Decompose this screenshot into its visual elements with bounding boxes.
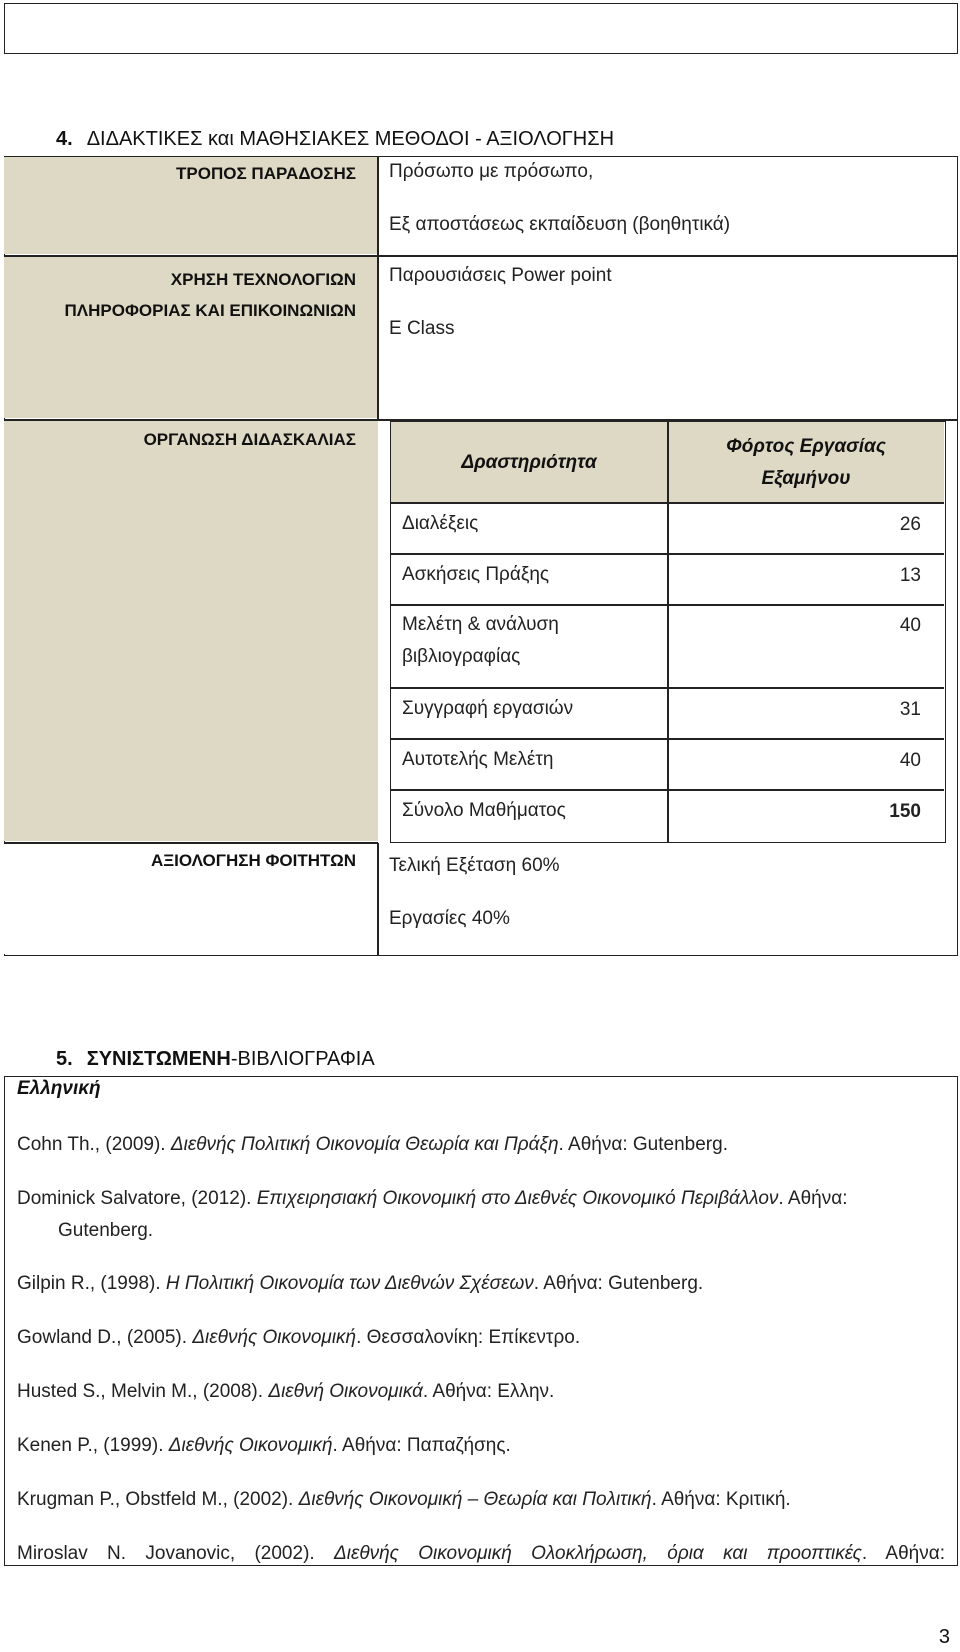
activity-bibliography-line1: Μελέτη & ανάλυση (402, 614, 559, 635)
reference-item: Gilpin R., (1998). Η Πολιτική Οικονομία των Διεθνών Σχέσεων. Αθήνα: Gutenberg. (17, 1273, 704, 1294)
row-divider (4, 255, 958, 257)
activity-lectures: Διαλέξεις (402, 513, 479, 534)
column-divider-top (377, 157, 379, 420)
delivery-value-1: Πρόσωπο με πρόσωπο, (389, 161, 594, 182)
workload-row-divider (391, 738, 944, 740)
activity-bibliography-line2: βιβλιογραφίας (402, 646, 521, 667)
workload-table (390, 421, 946, 843)
row-divider (4, 842, 378, 844)
hours-bibliography-study: 40 (899, 615, 921, 636)
reference-item: Gowland D., (2005). Διεθνής Οικονομική. Θεσσαλονίκη: Επίκεντρο. (17, 1327, 581, 1348)
ict-label-line1: ΧΡΗΣΗ ΤΕΧΝΟΛΟΓΙΩΝ (170, 270, 356, 289)
workload-header-line2: Εξαμήνου (761, 467, 851, 489)
section-5-title-rest: -ΒΙΒΛΙΟΓΡΑΦΙΑ (230, 1048, 375, 1070)
page-number: 3 (938, 1626, 950, 1648)
section-4-title: ΔΙΔΑΚΤΙΚΕΣ και ΜΑΘΗΣΙΑΚΕΣ ΜΕΘΟΔΟΙ - ΑΞΙΟΛΟΓΗΣΗ (86, 128, 615, 150)
ict-label-cell (4, 256, 378, 418)
ict-label-line2: ΠΛΗΡΟΦΟΡΙΑΣ ΚΑΙ ΕΠΙΚΟΙΝΩΝΙΩΝ (64, 301, 356, 320)
delivery-label: ΤΡΟΠΟΣ ΠΑΡΑΔΟΣΗΣ (176, 164, 356, 183)
activity-exercises: Ασκήσεις Πράξης (402, 564, 550, 585)
reference-item: Husted S., Melvin M., (2008). Διεθνή Οικονομικά. Αθήνα: Ελλην. (17, 1381, 555, 1402)
workload-row-divider (391, 502, 944, 504)
assessment-label: ΑΞΙΟΛΟΓΗΣΗ ΦΟΙΤΗΤΩΝ (150, 851, 356, 870)
hours-self-study: 40 (899, 750, 921, 771)
activity-bibliography-study (402, 609, 559, 673)
hours-total: 150 (889, 801, 921, 822)
hours-lectures: 26 (899, 514, 921, 535)
delivery-value-2: Εξ αποστάσεως εκπαίδευση (βοηθητικά) (389, 214, 731, 235)
hours-assignments: 31 (899, 699, 921, 720)
reference-item: Dominick Salvatore, (2012). Επιχειρησιακή Οικονομική στο Διεθνές Οικονομικό Περιβάλλον. Αθήνα: Gutenberg. (17, 1188, 848, 1241)
assessment-value-1: Τελική Εξέταση 60% (389, 855, 560, 876)
organization-label-cell (4, 420, 378, 841)
delivery-label-cell (4, 157, 378, 254)
activity-column-header: Δραστηριότητα (391, 422, 667, 503)
activity-self-study: Αυτοτελής Μελέτη (402, 749, 554, 770)
workload-row-divider (391, 553, 944, 555)
reference-item: Kenen P., (1999). Διεθνής Οικονομική. Αθήνα: Παπαζήσης. (17, 1435, 511, 1456)
reference-item: Miroslav N. Jovanovic, (2002). Διεθνής Οικονομική Ολοκλήρωση, όρια και προοπτικές. Αθήνα: (17, 1543, 945, 1564)
section-4-heading (56, 128, 614, 151)
hours-exercises: 13 (899, 565, 921, 586)
activity-assignments: Συγγραφή εργασιών (402, 698, 574, 719)
workload-row-divider (391, 789, 944, 791)
reference-item: Cohn Th., (2009). Διεθνής Πολιτική Οικονομία Θεωρία και Πράξη. Αθήνα: Gutenberg. (17, 1134, 728, 1155)
workload-header-line1: Φόρτος Εργασίας (726, 435, 886, 457)
activity-total: Σύνολο Μαθήματος (402, 800, 566, 821)
section-5-number: 5. (56, 1048, 73, 1070)
top-empty-box (4, 3, 958, 54)
assessment-label-cell (4, 843, 378, 954)
workload-row-divider (391, 604, 944, 606)
reference-item: Krugman P., Obstfeld M., (2002). Διεθνής Οικονομική – Θεωρία και Πολιτική. Αθήνα: Κριτική. (17, 1489, 791, 1510)
organization-label: ΟΡΓΑΝΩΣΗ ΔΙΔΑΣΚΑΛΙΑΣ (143, 430, 356, 449)
section-5-heading (56, 1048, 375, 1071)
section-5-title-bold: ΣΥΝΙΣΤΩΜΕΝΗ (86, 1048, 231, 1070)
greek-bibliography-label: Ελληνική (17, 1078, 101, 1099)
ict-value-1: Παρουσιάσεις Power point (389, 265, 612, 286)
section-4-number: 4. (56, 128, 73, 150)
workload-row-divider (391, 687, 944, 689)
assessment-value-2: Εργασίες 40% (389, 908, 510, 929)
ict-value-2: E Class (389, 318, 455, 339)
workload-column-header (668, 422, 944, 503)
column-divider-bottom (377, 843, 379, 955)
